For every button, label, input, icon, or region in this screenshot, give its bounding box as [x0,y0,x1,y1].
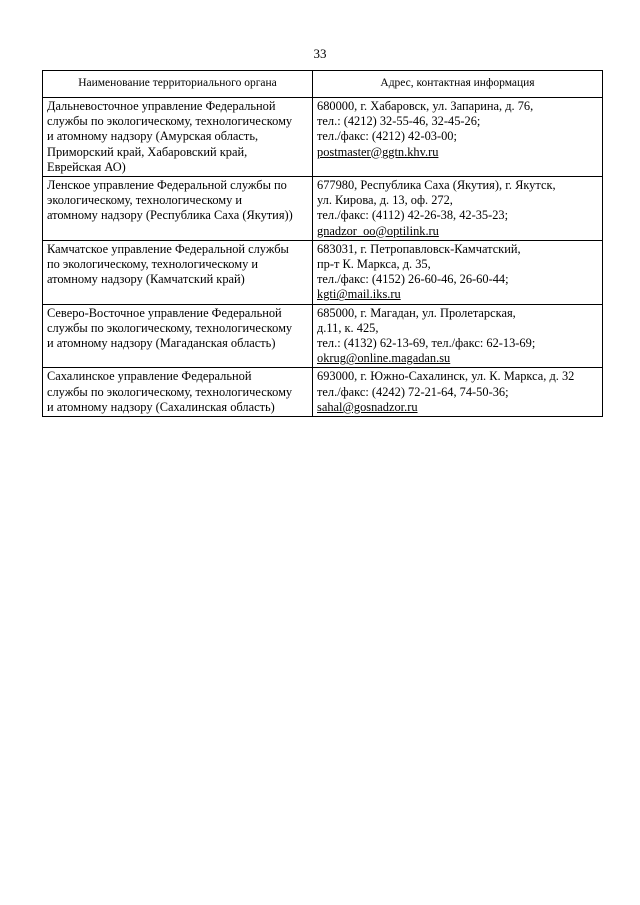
name-line: атомному надзору (Республика Саха (Якутия)) [47,208,293,223]
contact-line: тел./факс: (4242) 72-21-64, 74-50-36; [317,384,509,399]
territorial-body-name-cell [43,240,313,304]
contact-line: тел.: (4132) 62-13-69, тел./факс: 62-13-69; [317,336,536,351]
contact-line: 683031, г. Петропавловск-Камчатский, [317,241,521,256]
email-link[interactable]: sahal@gosnadzor.ru [317,399,418,414]
contact-info-cell [313,304,603,368]
table-row [43,98,603,177]
name-line: по экологическому, технологическому и [47,257,258,272]
column-header-name: Наименование территориального органа [43,71,313,98]
contact-line: 685000, г. Магадан, ул. Пролетарская, [317,305,516,320]
page-number: 33 [313,46,327,61]
table-row [43,304,603,368]
name-line: Приморский край, Хабаровский край, [47,144,248,159]
name-line: и атомному надзору (Магаданская область) [47,336,276,351]
table-header-row [43,71,603,98]
name-line: экологическому, технологическому и [47,193,243,208]
name-line: Сахалинское управление Федеральной [47,369,252,384]
contact-line: тел./факс: (4212) 42-03-00; [317,129,457,144]
contact-info-cell [313,98,603,177]
contact-line: 677980, Республика Саха (Якутия), г. Якутск, [317,178,556,193]
territorial-body-name-cell [43,304,313,368]
column-header-contact: Адрес, контактная информация [313,71,603,98]
email-link[interactable]: postmaster@ggtn.khv.ru [317,144,439,159]
contact-line: 693000, г. Южно-Сахалинск, ул. К. Маркса, д. 32 [317,369,575,384]
name-line: Камчатское управление Федеральной службы [47,241,289,256]
contact-line: тел./факс: (4152) 26-60-46, 26-60-44; [317,272,509,287]
table-row [43,368,603,417]
name-line: службы по экологическому, технологическому [47,384,293,399]
email-link[interactable]: okrug@online.magadan.su [317,351,451,366]
name-line: и атомному надзору (Амурская область, [47,129,259,144]
table-row [43,240,603,304]
contact-line: д.11, к. 425, [317,320,379,335]
table-row [43,177,603,241]
name-line: Дальневосточное управление Федеральной [47,99,276,113]
territorial-bodies-table [42,70,603,417]
name-line: и атомному надзору (Сахалинская область) [47,399,275,414]
contact-line: пр-т К. Маркса, д. 35, [317,257,431,272]
contact-line: ул. Кирова, д. 13, оф. 272, [317,193,453,208]
contact-line: 680000, г. Хабаровск, ул. Запарина, д. 76, [317,99,534,113]
contact-line: тел.: (4212) 32-55-46, 32-45-26; [317,114,481,129]
name-line: службы по экологическому, технологическому [47,114,293,129]
name-line: Еврейская АО) [47,159,126,174]
name-line: службы по экологическому, технологическому [47,320,293,335]
territorial-body-name-cell [43,368,313,417]
contact-line: тел./факс: (4112) 42-26-38, 42-35-23; [317,208,509,223]
territorial-body-name-cell [43,98,313,177]
contact-info-cell [313,240,603,304]
email-link[interactable]: kgti@mail.iks.ru [317,287,401,302]
contact-info-cell [313,368,603,417]
email-link[interactable]: gnadzor_oo@optilink.ru [317,223,439,238]
table-body [43,98,603,417]
name-line: Ленское управление Федеральной службы по [47,178,287,193]
contact-info-cell [313,177,603,241]
territorial-body-name-cell [43,177,313,241]
name-line: атомному надзору (Камчатский край) [47,272,245,287]
name-line: Северо-Восточное управление Федеральной [47,305,282,320]
